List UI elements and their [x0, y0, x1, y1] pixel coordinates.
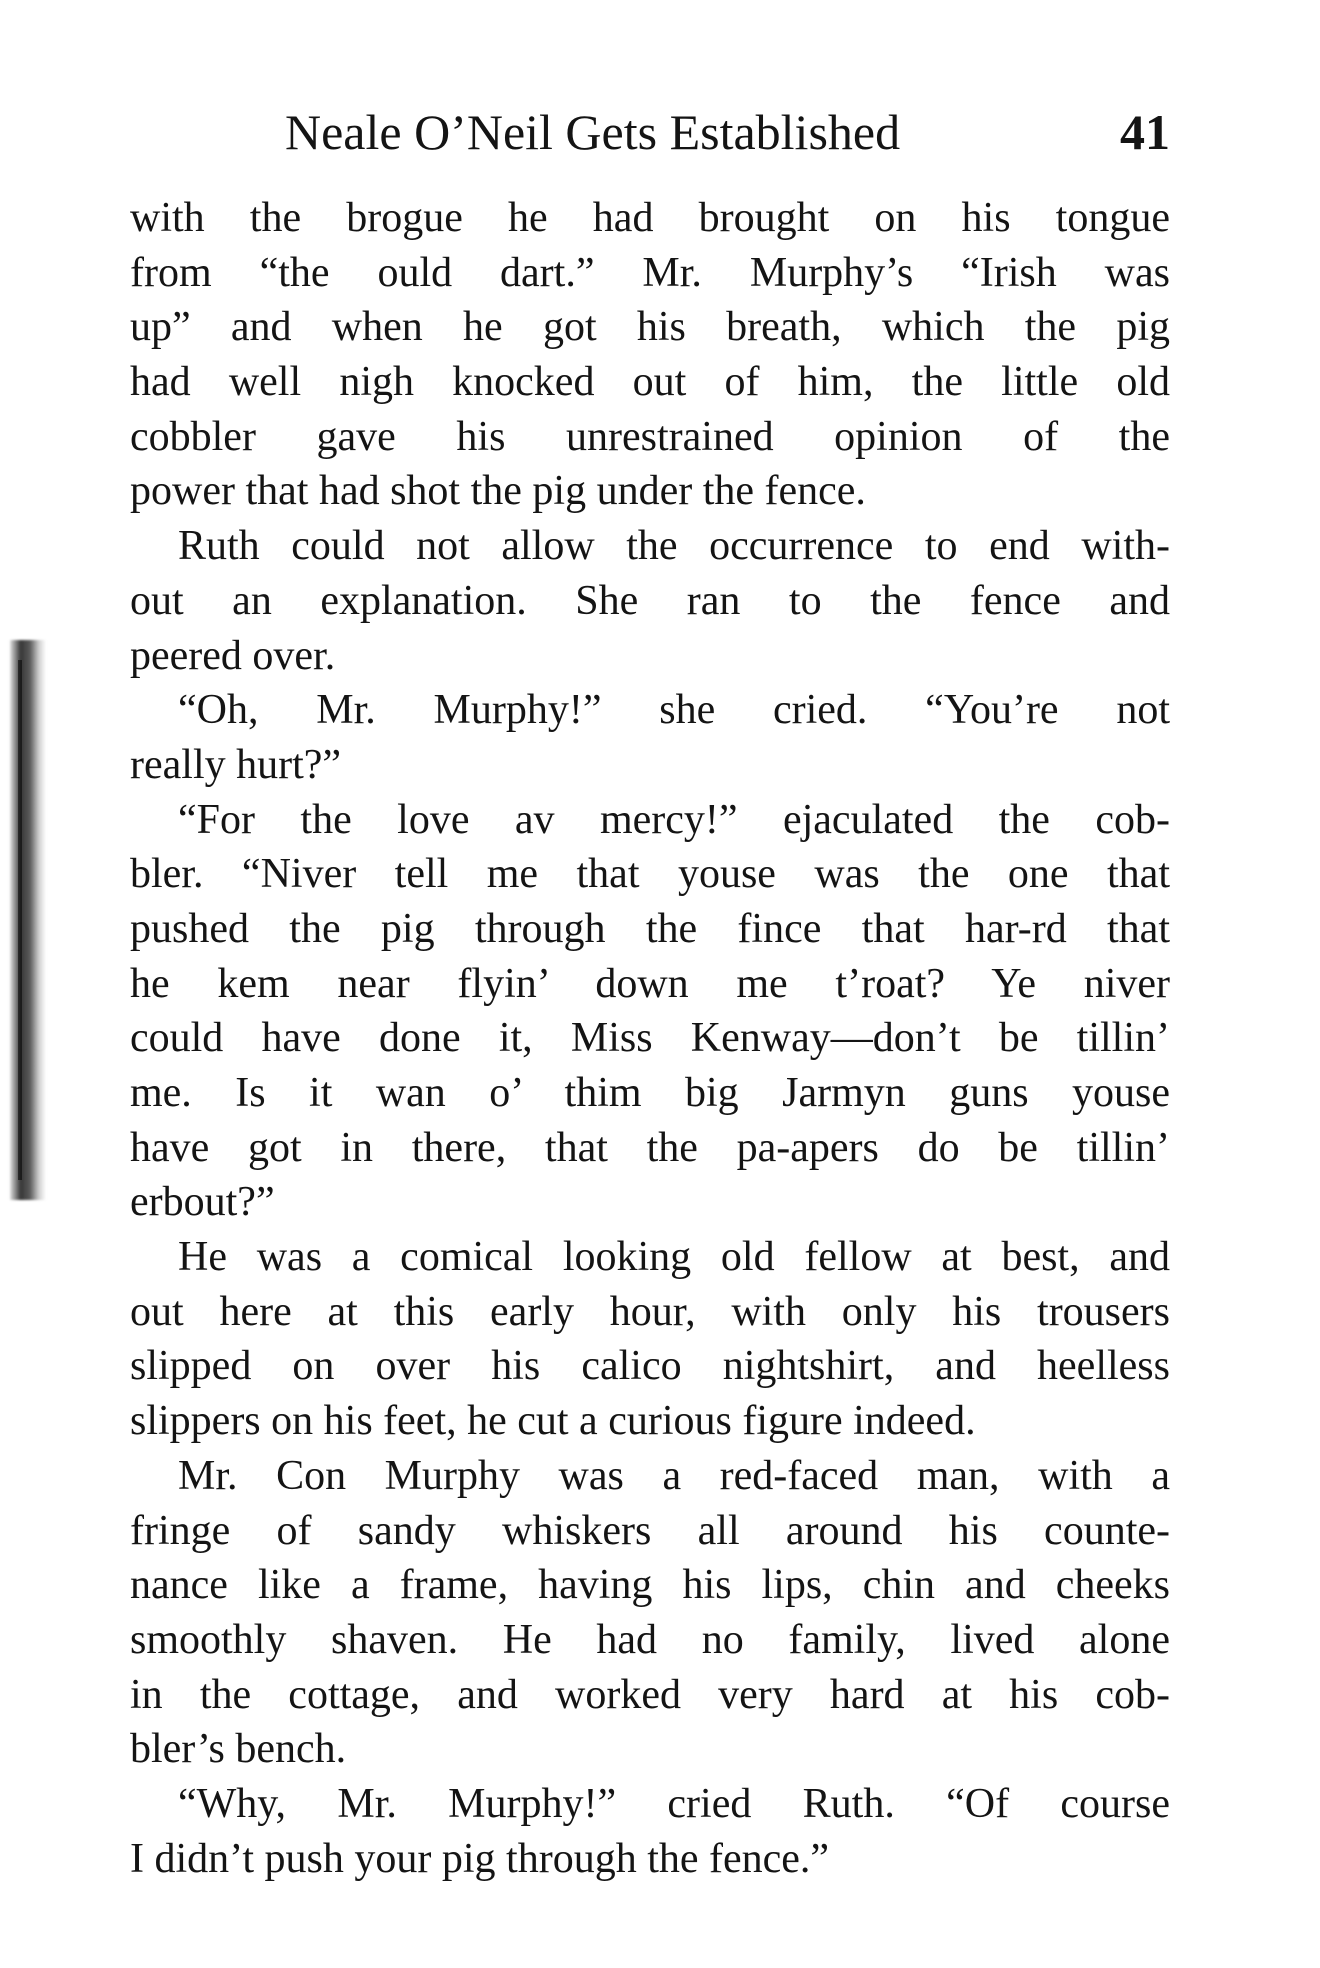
text-line: smoothly shaven. He had no family, lived alone: [130, 1616, 1170, 1663]
text-line: me. Is it wan o’ thim big Jarmyn guns youse: [130, 1070, 1170, 1116]
text-line: nance like a frame, having his lips, chin and cheeks: [130, 1562, 1170, 1609]
text-line: have got in there, that the pa-apers do be tillin’: [130, 1124, 1170, 1171]
text-line: had well nigh knocked out of him, the little old: [130, 359, 1170, 406]
binding-streak: [18, 660, 22, 1180]
binding-shadow: [10, 640, 46, 1200]
text-line: fringe of sandy whiskers all around his counte-: [130, 1507, 1170, 1554]
text-line: slipped on over his calico nightshirt, and heelless: [130, 1343, 1170, 1390]
text-line: pushed the pig through the fince that har-rd that: [130, 905, 1170, 952]
page-header: [280, 100, 1170, 164]
text-line: “Oh, Mr. Murphy!” she cried. “You’re not: [178, 687, 1170, 734]
text-line: up” and when he got his breath, which the pig: [130, 304, 1170, 351]
running-title: Neale O’Neil Gets Established: [285, 104, 901, 160]
text-line: He was a comical looking old fellow at best, and: [178, 1234, 1170, 1281]
text-line: out here at this early hour, with only his trousers: [130, 1288, 1170, 1335]
text-line: “For the love av mercy!” ejaculated the cob-: [178, 796, 1170, 843]
text-line: out an explanation. She ran to the fence and: [130, 577, 1170, 624]
text-line: really hurt?”: [130, 741, 342, 788]
text-line: slippers on his feet, he cut a curious figure indeed.: [130, 1398, 976, 1445]
text-line: bler. “Niver tell me that youse was the one that: [130, 851, 1170, 898]
text-line: peered over.: [130, 632, 336, 679]
text-line: with the brogue he had brought on his tongue: [130, 195, 1170, 241]
body-text: [130, 191, 1170, 1886]
page-number: 41: [1120, 104, 1170, 160]
text-line: power that had shot the pig under the fence.: [130, 468, 866, 515]
text-line: from “the ould dart.” Mr. Murphy’s “Irish was: [130, 249, 1170, 296]
text-line: bler’s bench.: [130, 1726, 347, 1773]
text-line: in the cottage, and worked very hard at his cob-: [130, 1671, 1170, 1718]
text-line: I didn’t push your pig through the fence.”: [130, 1835, 830, 1882]
text-line: could have done it, Miss Kenway—don’t be tillin’: [130, 1015, 1170, 1062]
text-line: “Why, Mr. Murphy!” cried Ruth. “Of course: [178, 1780, 1170, 1827]
text-line: cobbler gave his unrestrained opinion of the: [130, 413, 1170, 460]
text-line: Ruth could not allow the occurrence to end with-: [178, 523, 1170, 570]
text-line: he kem near flyin’ down me t’roat? Ye niver: [130, 960, 1170, 1007]
text-line: erbout?”: [130, 1179, 275, 1226]
text-line: Mr. Con Murphy was a red-faced man, with a: [178, 1452, 1170, 1499]
